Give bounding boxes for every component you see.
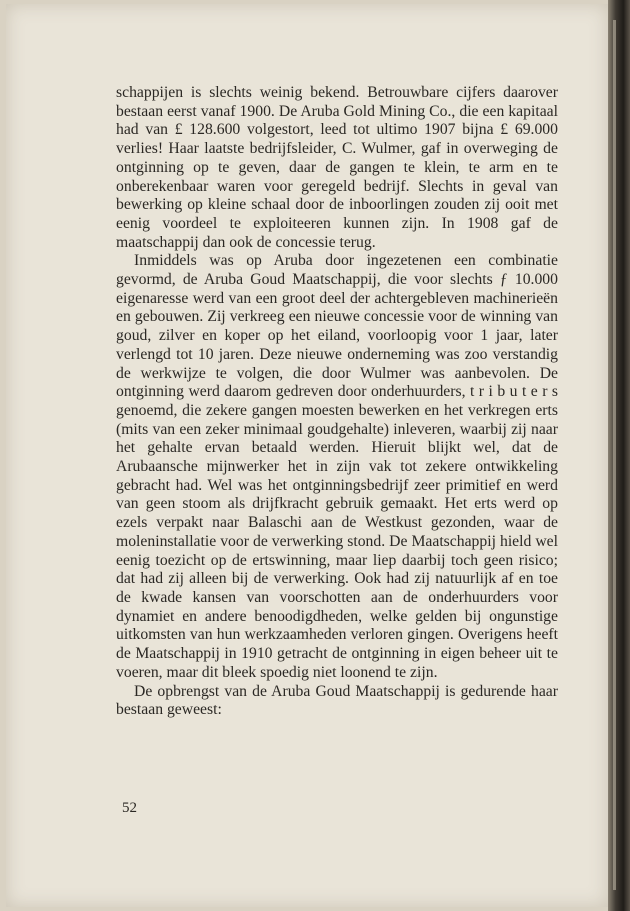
page-number: 52 <box>122 800 137 816</box>
paragraph-2: Inmiddels was op Aruba door ingezetenen een combinatie gevormd, de Aruba Goud Maatschappij, die voor slechts ƒ 10.000 eigenaresse werd van een groot deel der achtergebleven machinerieën en gebouwen. Zij verkreeg een nieuwe concessie voor de winning van goud, zilver en koper op het eiland, voorloopig voor 1 jaar, later verlengd tot 10 jaren. Deze nieuwe onderneming was zoo verstandig de werkwijze te volgen, die door Wulmer was aanbevolen. De ontginning werd daarom gedreven door onderhuurders, t r i b u t e r s genoemd, die zekere gangen moesten bewerken en het verkregen erts (mits van een zeker minimaal goudgehalte) inleveren, waarbij zij naar het gehalte ervan betaald werden. Hieruit blijkt wel, dat de Arubaansche mijnwerker het in zijn vak tot zekere ontwikkeling gebracht had. Wel was het ontginningsbedrijf zeer primitief en werd van geen stoom als drijfkracht gebruik gemaakt. Het erts werd op ezels verpakt naar Balaschi aan de Westkust gezonden, waar de moleninstallatie voor de verwerking stond. De Maatschappij hield wel eenig toezicht op de ertswinning, maar liep daarbij toch geen risico; dat had zij alleen bij de verwerking. Ook had zij natuurlijk af en toe de kwade kansen van voorschotten aan de onderhuurders voor dynamiet en andere benoodigdheden, welke gelden bij ongunstige uitkomsten van hun werkzaamheden verloren gingen. Overigens heeft de Maatschappij in 1910 getracht de ontginning in eigen beheer uit te voeren, maar dit bleek spoedig niet loonend te zijn. <box>116 252 558 681</box>
body-text <box>116 84 558 720</box>
paragraph-1: schappijen is slechts weinig bekend. Betrouwbare cijfers daarover bestaan eerst vanaf 1900. De Aruba Gold Mining Co., die een kapitaal had van £ 128.600 volgestort, leed tot ultimo 1907 bijna £ 69.000 verlies! Haar laatste bedrijfsleider, C. Wulmer, gaf in overweging de ontginning op te geven, daar de gangen te klein, te arm en te onberekenbaar waren voor geregeld bedrijf. Slechts in geval van bewerking op kleine schaal door de inboorlingen zouden zij ooit met eenig voordeel te exploiteeren kunnen zijn. In 1908 gaf de maatschappij dan ook de concessie terug. <box>116 84 558 251</box>
book-spine <box>608 0 630 911</box>
book-page <box>6 4 608 907</box>
paragraph-3: De opbrengst van de Aruba Goud Maatschappij is gedurende haar bestaan geweest: <box>116 682 558 719</box>
